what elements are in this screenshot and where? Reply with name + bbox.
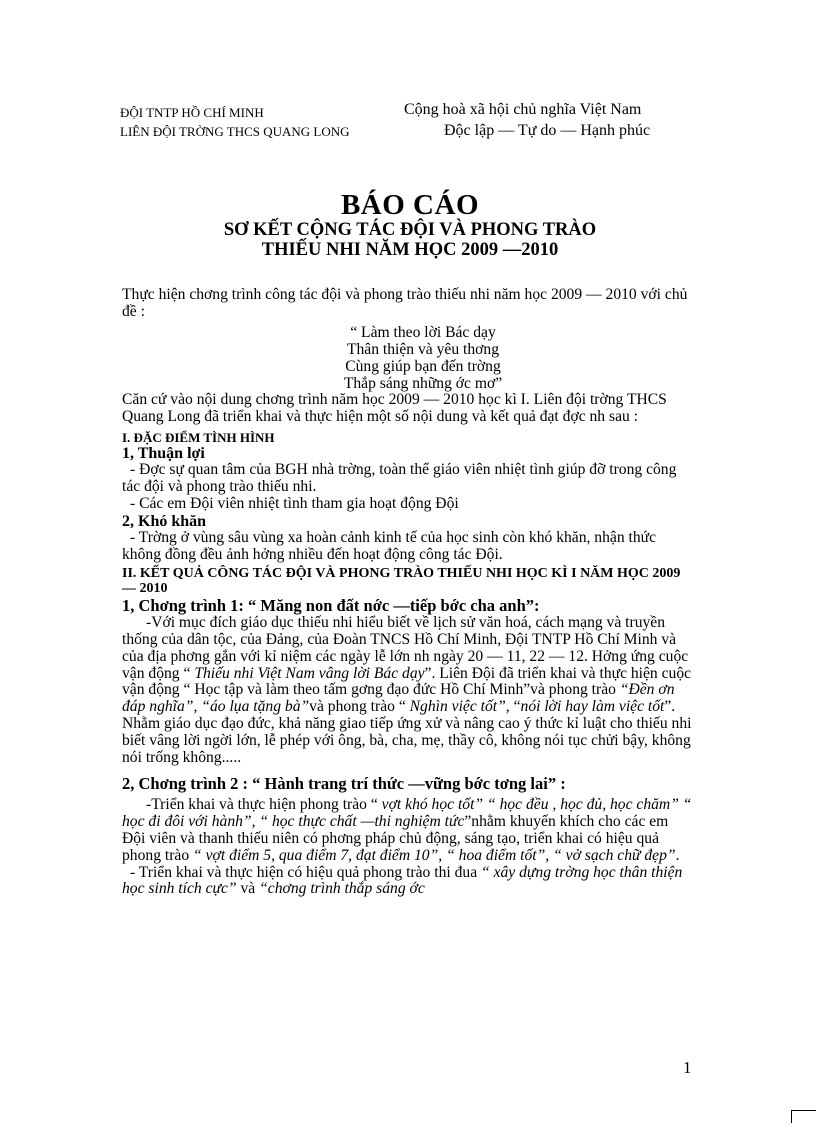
advantage-item: - Các em Đội viên nhiệt tình tham gia hoạt động Đội <box>130 495 459 513</box>
motto-line: Độc lập — Tự do — Hạnh phúc <box>444 122 651 139</box>
italic-run: Thiếu nhi Việt Nam vâng lời Bác dạy <box>194 664 425 682</box>
italic-run: “ xây dựng trờng học thân thiện học sinh tích cực” <box>122 863 683 898</box>
italic-run: “chơng trình thắp sáng ớc <box>259 880 425 898</box>
crop-mark-horizontal <box>791 1110 816 1111</box>
organization-header <box>120 103 350 141</box>
text-run: và phong trào “ <box>309 698 410 716</box>
report-subtitle-1: SƠ KẾT CỘNG TÁC ĐỘI VÀ PHONG TRÀO <box>223 220 597 240</box>
text-run: , “ <box>505 698 521 716</box>
school-name: LIÊN ĐỘI TRỜNG THCS QUANG LONG <box>120 124 350 139</box>
intro-paragraph: Thực hiện chơng trình công tác đội và phong trào thiếu nhi năm học 2009 — 2010 với chủ đề : <box>122 286 688 320</box>
difficulties-heading: 2, Khó khăn <box>122 512 207 530</box>
text-run: -Với mục đích giáo dục thiếu nhi hiểu biết về lịch sử văn hoá, cách mạng và truyền thống của dân tộc, của Đảng, của Đoàn TNCS Hồ Chí Minh, Đội TNTP Hồ Chí Minh và của địa phơng gắn với kỉ niệm các ngày lễ lớn nh ngày 20 — 11, 22 — 12. Hởng ứng cuộc vận động “ <box>122 613 689 682</box>
text-run: và <box>236 880 260 898</box>
theme-line: “ Làm theo lời Bác dạy <box>350 323 496 341</box>
italic-run: “áo lụa tặng bà” <box>201 698 310 716</box>
text-run: - Triển khai và thực hiện có hiệu quả phong trào thi đua <box>130 863 482 881</box>
italic-run: Nghìn việc tốt” <box>409 698 506 716</box>
theme-block <box>122 325 694 393</box>
report-subtitle-2: THIẾU NHI NĂM HỌC 2009 —2010 <box>261 240 559 260</box>
section-1-heading: I. ĐẶC ĐIỂM TÌNH HÌNH <box>122 430 275 446</box>
theme-line: Thắp sáng những ớc mơ” <box>343 374 503 392</box>
theme-line: Cùng giúp bạn đến trờng <box>345 357 501 375</box>
program-2-title: 2, Chơng trình 2 : “ Hành trang trí thức —vững bớc tơng lai” : <box>122 773 566 793</box>
text-run: . <box>675 846 680 864</box>
program-1-paragraph <box>122 615 694 767</box>
page-number: 1 <box>683 1058 692 1077</box>
country-name: Cộng hoà xã hội chủ nghĩa Việt Nam <box>404 101 642 118</box>
report-body <box>122 287 694 898</box>
text-run: ”. Liên Đội đã triển khai và thực hiện cuộc vận động “ Học tập và làm theo tấm gơng đạo đức Hồ Chí Minh”và phong trào <box>122 664 692 699</box>
italic-run: “ vợt điểm 5, qua điểm 7, đạt điểm 10”, “ hoa điểm tốt”, “ vở sạch chữ đẹp” <box>193 846 676 864</box>
italic-run: “Đền ơn đáp nghĩa” <box>122 681 675 716</box>
theme-line: Thân thiện và yêu thơng <box>346 340 500 358</box>
difficulty-item: - Trờng ở vùng sâu vùng xa hoàn cảnh kinh tế của học sinh còn khó khăn, nhận thức không đồng đều ảnh hởng nhiều đến hoạt động công tác Đội. <box>122 528 657 563</box>
advantages-heading: 1, Thuận lợi <box>122 445 205 463</box>
program-1-title: 1, Chơng trình 1: “ Măng non đất nớc —tiếp bớc cha anh”: <box>122 595 540 615</box>
national-motto <box>404 99 650 141</box>
text-run: ”nhằm khuyến khích cho các em Đội viên và thanh thiếu niên có phơng pháp chủ động, sáng tạo, triển khai có hiệu quả phong trào <box>122 812 669 864</box>
program-2-paragraph-2 <box>122 865 694 899</box>
italic-run: vợt khó học tốt” “ học đều , học đủ, học chăm” “ học đi đôi với hành”, “ học thực chất —thi nghiệm tức <box>122 795 692 830</box>
text-run: -Triển khai và thực hiện phong trào “ <box>146 795 382 813</box>
crop-mark-vertical <box>791 1110 792 1123</box>
section-2-heading: II. KẾT QUẢ CÔNG TÁC ĐỘI VÀ PHONG TRÀO THIẾU NHI HỌC KÌ I NĂM HỌC 2009 — 2010 <box>122 565 681 596</box>
report-title: BÁO CÁO <box>340 189 480 221</box>
report-title-block <box>130 190 690 260</box>
basis-paragraph: Căn cứ vào nội dung chơng trình năm học 2009 — 2010 học kì I. Liên đội trờng THCS Quang Long đã triển khai và thực hiện một số nội dung và kết quả đạt đợc nh sau : <box>122 391 667 426</box>
text-run: , <box>193 698 202 716</box>
advantage-item: - Đợc sự quan tâm của BGH nhà trờng, toàn thể giáo viên nhiệt tình giúp đỡ trong công tác đội và phong trào thiếu nhi. <box>122 461 677 496</box>
program-2-paragraph-1 <box>122 797 694 865</box>
org-name: ĐỘI TNTP HỒ CHÍ MINH <box>120 105 264 120</box>
italic-run: nói lời hay làm việc tốt <box>520 698 665 716</box>
text-run: ”. Nhằm giáo dục đạo đức, khả năng giao tiếp ứng xử và nâng cao ý thức kỉ luật cho thiếu nhi biết vâng lời ngời lớn, lễ phép với ông, bà, cha, mẹ, thầy cô, không nói tục chửi bậy, không nói trống không..... <box>122 698 692 767</box>
